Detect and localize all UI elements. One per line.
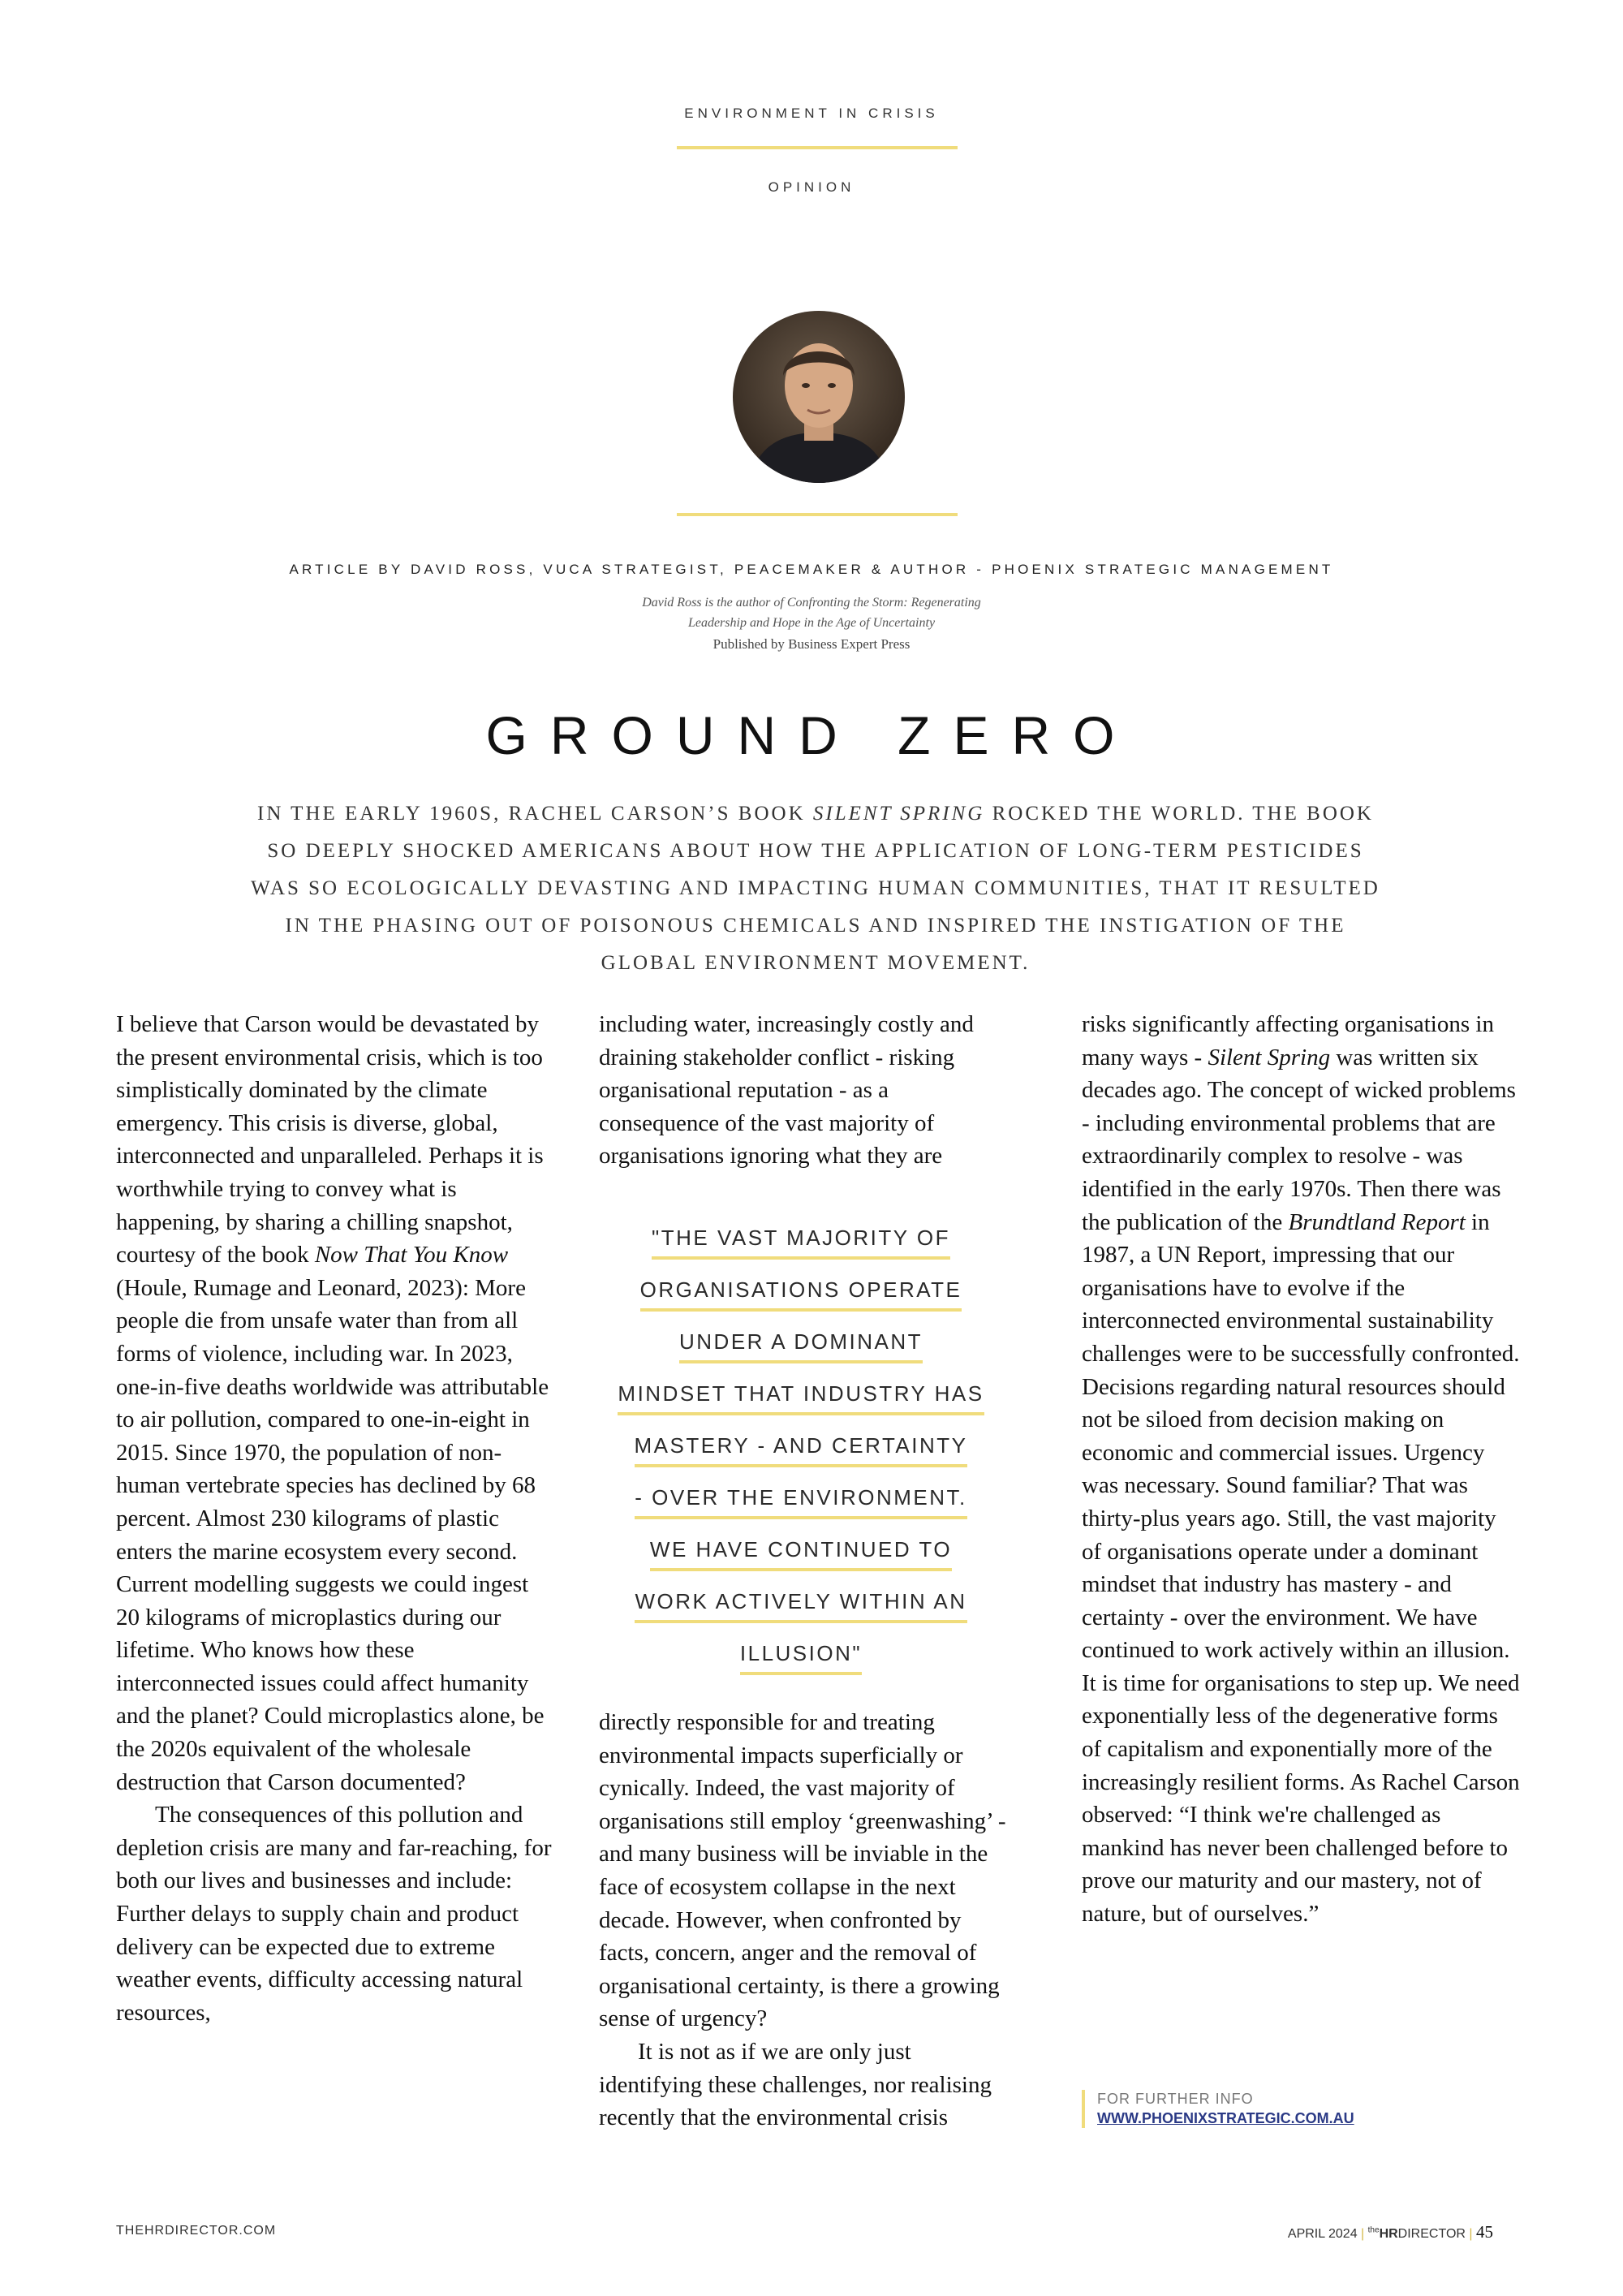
col1-paragraph-2: The consequences of this pollution and depletion crisis are many and far-reaching, for both our lives and businesses and include: Further delays to supply chain and product delivery can be expected due to extreme weather events, difficulty accessing natural resources, [116,1802,552,2026]
col1-paragraph-1: I believe that Carson would be devastated by the present environmental crisis, which is too simplistically dominated by the climate emergency. This crisis is diverse, global, interconnected and unparalleled. Perhaps it is worthwhile trying to convey what is happening, by sharing a chilling snapshot, courtesy of the book Now That You Know (Houle, Rumage and Leonard, 2023): More people die from unsafe water than from all forms of violence, including war. In 2023, one-in-five deaths worldwide was attributable to air pollution, compared to one-in-eight in 2015. Since 1970, the population of non-human vertebrate species has declined by 68 percent. Almost 230 kilograms of plastic enters the marine ecosystem every second. Current modelling suggests we could ingest 20 kilograms of microplastics during our lifetime. Who knows how these interconnected issues could affect humanity and the planet? Could microplastics alone, be the 2020s equivalent of the wholesale destruction that Carson documented? [116,1011,549,1795]
pull-quote-line: WE HAVE CONTINUED TO [650,1536,952,1571]
article-title: GROUND ZERO [485,705,1138,765]
pull-quote-line: WORK ACTIVELY WITHIN AN [635,1587,966,1623]
col2-paragraph-2: directly responsible for and treating environmental impacts superficially or cynically. Indeed, the vast majority of organisations still employ ‘greenwashing’ - and many business will be inviable in the face of ecosystem collapse in the next decade. However, when confronted by facts, concern, anger and the removal of organisational certainty, is there a growing sense of urgency? [599,1709,1006,2032]
col3-paragraph-1: risks significantly affecting organisations in many ways - Silent Spring was written six decades ago. The concept of wicked problems - including environmental problems that are extraordinarily complex to resolve - was identified in the early 1970s. Then there was the publication of the Brundtland Report in 1987, a UN Report, impressing that our organisations have to evolve if the interconnected environmental sustainability challenges were to be successfully confronted. Decisions regarding natural resources should not be siloed from decision making on economic and commercial issues. Urgency was necessary. Sound familiar? That was thirty-plus years ago. Still, the vast majority of organisations operate under a dominant mindset that industry has mastery - and certainty - over the environment. We have continued to work actively within an illusion. [1082,1011,1520,1664]
pull-quote [598,1224,1004,1691]
footer-brand-hr: HR [1379,2227,1398,2241]
column-2-top [599,1008,1009,1173]
footer-date: APRIL 2024 [1287,2227,1358,2241]
col2-paragraph-1: including water, increasingly costly and draining stakeholder conflict - risking organisational reputation - as a consequence of the vast majority of organisations ignoring what they are [599,1011,974,1170]
pull-quote-line: UNDER A DOMINANT [679,1328,923,1363]
pull-quote-line: "THE VAST MAJORITY OF [652,1224,950,1260]
pull-quote-line: MASTERY - AND CERTAINTY [635,1432,968,1467]
author-credit-line2: Leadership and Hope in the Age of Uncertainty [687,616,936,630]
further-info-link[interactable]: WWW.PHOENIXSTRATEGIC.COM.AU [1097,2110,1354,2126]
column-2-bottom [599,1706,1009,2134]
pull-quote-line: ILLUSION" [740,1639,862,1675]
col2-paragraph-3: It is not as if we are only just identifying these challenges, nor realising recently that the environmental crisis [599,2038,992,2131]
standfirst-book-title: SILENT SPRING [812,803,985,825]
footer-issue [1288,2222,1493,2242]
byline: ARTICLE BY DAVID ROSS, VUCA STRATEGIST, PEACEMAKER & AUTHOR - PHOENIX STRATEGIC MANAGEMENT [289,562,1334,577]
portrait-rule [677,513,958,516]
pull-quote-line: MINDSET THAT INDUSTRY HAS [618,1380,984,1415]
header-rule [677,146,958,149]
pull-quote-line: - OVER THE ENVIRONMENT. [635,1484,967,1519]
footer-brand-director: DIRECTOR [1397,2227,1466,2241]
category-label: OPINION [768,179,855,195]
author-photo [733,311,905,483]
section-label: ENVIRONMENT IN CRISIS [684,106,939,121]
footer-separator: | [1361,2227,1365,2241]
page-number: 45 [1476,2222,1493,2242]
further-info-label: FOR FURTHER INFO [1097,2091,1254,2107]
book-title-now-that-you-know: Now That You Know [314,1242,509,1269]
standfirst: IN THE EARLY 1960S, RACHEL CARSON’S BOOK SILENT SPRING ROCKED THE WORLD. THE BOOK SO DEEPLY SHOCKED AMERICANS ABOUT HOW THE APPLICATION OF LONG-TERM PESTICIDES WAS SO ECOLOGICALLY DEVASTING AND IMPACTING HUMAN COMMUNITIES, THAT IT RESULTED IN THE PHASING OUT OF POISONOUS CHEMICALS AND INSPIRED THE INSTIGATION OF THE GLOBAL ENVIRONMENT MOVEMENT. [251,803,1380,974]
col3-paragraph-2: It is time for organisations to step up. We need exponentially less of the degenerative forms of capitalism and exponentially more of the increasingly resilient forms. As Rachel Carson observed: “I think we're challenged as mankind has never been challenged before to prove our maturity and our mastery, not of nature, but of ourselves.” [1082,1669,1520,1928]
footer-brand-the: the [1367,2225,1380,2235]
book-title-silent-spring: Silent Spring [1208,1044,1331,1070]
further-info-box [1082,2090,1354,2128]
column-3 [1082,1008,1520,1931]
pull-quote-line: ORGANISATIONS OPERATE [640,1276,962,1312]
footer-separator: | [1469,2227,1473,2241]
footer-site[interactable]: THEHRDIRECTOR.COM [116,2224,277,2238]
column-1 [116,1008,553,2029]
author-credit-line1: David Ross is the author of Confronting the Storm: Regenerating [642,596,981,610]
report-title-brundtland: Brundtland Report [1288,1208,1466,1235]
author-credit-publisher: Published by Business Expert Press [712,636,911,652]
